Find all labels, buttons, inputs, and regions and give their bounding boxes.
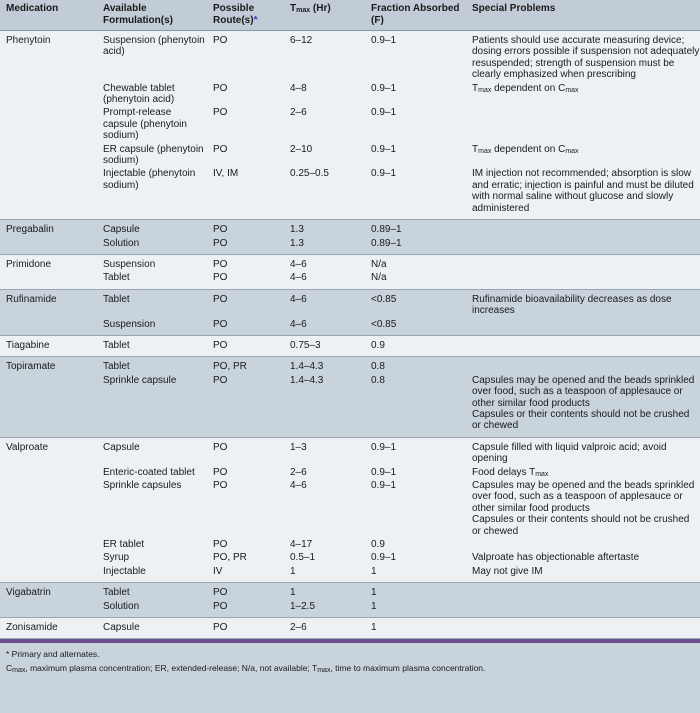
special-problems-cell: Valproate has objectionable aftertaste [466,551,700,564]
drug-group-primidone [0,254,700,289]
table-row [0,618,700,639]
formulation-cell: Syrup [97,551,207,564]
fraction-cell: 1 [365,600,466,618]
tmax-cell: 4–17 [284,538,365,551]
medication-cell [0,479,97,538]
table-row [0,357,700,374]
tmax-cell: 4–6 [284,254,365,271]
route-cell: PO [207,143,284,168]
special-problems-cell: IM injection not recommended; absorption is slow and erratic; injection is painful and must be diluted with normal saline without glucose and slowly administered [466,167,700,219]
table-row [0,31,700,82]
formulation-cell: Solution [97,237,207,255]
route-cell: PO [207,437,284,465]
header-tmax [284,0,365,31]
medication-cell [0,538,97,551]
medication-cell: Rufinamide [0,289,97,317]
medication-cell [0,565,97,583]
route-cell: PO [207,600,284,618]
medication-cell [0,237,97,255]
tmax-cell: 1–2.5 [284,600,365,618]
fraction-cell: 0.9–1 [365,479,466,538]
formulation-cell: Tablet [97,357,207,374]
special-problems-cell [466,618,700,639]
fraction-cell: 0.9–1 [365,437,466,465]
special-problems-cell: Capsules may be opened and the beads sprinkled over food, such as a teaspoon of applesauce or other similar food products Capsules or their contents should not be crushed or chewed [466,479,700,538]
table-row [0,82,700,107]
medication-cell [0,318,97,336]
fraction-cell: 1 [365,618,466,639]
route-cell: PO [207,31,284,82]
formulation-cell: ER tablet [97,538,207,551]
formulation-cell: Suspension [97,254,207,271]
medication-cell: Pregabalin [0,220,97,237]
medication-cell: Phenytoin [0,31,97,82]
route-cell: IV, IM [207,167,284,219]
medication-cell: Topiramate [0,357,97,374]
table-row [0,220,700,237]
special-problems-cell [466,106,700,142]
formulation-cell: Injectable [97,565,207,583]
route-cell: PO, PR [207,357,284,374]
tmax-cell: 1.4–4.3 [284,374,365,438]
table-row [0,437,700,465]
tmax-cell: 6–12 [284,31,365,82]
route-cell: PO, PR [207,551,284,564]
fraction-cell: 0.9 [365,538,466,551]
formulation-cell: Suspension (phenytoin acid) [97,31,207,82]
tmax-cell: 0.75–3 [284,335,365,356]
route-cell: PO [207,220,284,237]
table-row [0,254,700,271]
tmax-cell: 1.3 [284,220,365,237]
formulation-cell: Tablet [97,271,207,289]
table-row [0,143,700,168]
header-tmax-t: T [290,3,297,14]
formulation-cell: Sprinkle capsules [97,479,207,538]
special-problems-cell: Patients should use accurate measuring device; dosing errors possible if suspension not adequately resuspended; strength of suspension must be clearly emphasized when prescribing [466,31,700,82]
header-special: Special Problems [466,0,700,31]
formulation-cell: Solution [97,600,207,618]
drug-group-rufinamide [0,289,700,335]
special-problems-cell [466,318,700,336]
header-route [207,0,284,31]
special-problems-cell: $T_{max}$ dependent on $C_{max}$ [466,143,700,168]
special-problems-cell: Rufinamide bioavailability decreases as dose increases [466,289,700,317]
footnote-abbreviations: $C_{max}$, maximum plasma concentration; ER, extended-release; N/a, not available; $T_{max}$, time to maximum plasma concentration. [6,663,486,675]
formulation-cell: Tablet [97,335,207,356]
route-cell: PO [207,106,284,142]
formulation-cell: Tablet [97,583,207,600]
formulation-cell: Chewable tablet (phenytoin acid) [97,82,207,107]
tmax-cell: 1 [284,583,365,600]
special-problems-cell [466,220,700,237]
medication-cell [0,106,97,142]
tmax-cell: 2–10 [284,143,365,168]
medication-cell [0,600,97,618]
tmax-cell: 1.4–4.3 [284,357,365,374]
route-cell: PO [207,374,284,438]
medication-cell: Vigabatrin [0,583,97,600]
table-row [0,374,700,438]
tmax-cell: 1 [284,565,365,583]
special-problems-cell [466,583,700,600]
fraction-cell: 0.9–1 [365,466,466,479]
tmax-cell: 4–8 [284,82,365,107]
table-row [0,565,700,583]
fraction-cell: 0.8 [365,374,466,438]
special-problems-cell [466,600,700,618]
medication-cell [0,374,97,438]
header-fraction: Fraction Absorbed (F) [365,0,466,31]
fraction-cell: N/a [365,254,466,271]
formulation-cell: Sprinkle capsule [97,374,207,438]
footnotes [0,643,700,713]
table-row [0,466,700,479]
header-tmax-sub: max [296,7,311,14]
tmax-cell: 0.25–0.5 [284,167,365,219]
fraction-cell: 0.9–1 [365,143,466,168]
table-row [0,538,700,551]
drug-group-tiagabine [0,335,700,356]
tmax-cell: 4–6 [284,289,365,317]
header-tmax-unit: (Hr) [310,3,331,14]
route-cell: PO [207,318,284,336]
fraction-cell: N/a [365,271,466,289]
table-row [0,479,700,538]
fraction-cell: 0.9–1 [365,551,466,564]
route-cell: PO [207,618,284,639]
fraction-cell: 0.8 [365,357,466,374]
footnote-primary: * Primary and alternates. [6,649,100,660]
table-row [0,551,700,564]
formulation-cell: Injectable (phenytoin sodium) [97,167,207,219]
table-row [0,271,700,289]
special-problems-cell: Capsules may be opened and the beads sprinkled over food, such as a teaspoon of applesauce or other similar food products Capsules or their contents should not be crushed or chewed [466,374,700,438]
fraction-cell: 1 [365,583,466,600]
formulation-cell: Capsule [97,618,207,639]
special-problems-cell: Food delays $T_{max}$ [466,466,700,479]
table-row [0,335,700,356]
fraction-cell: 1 [365,565,466,583]
route-cell: PO [207,289,284,317]
formulation-cell: Suspension [97,318,207,336]
drug-group-valproate [0,437,700,582]
table-row [0,600,700,618]
medication-cell [0,82,97,107]
route-cell: PO [207,335,284,356]
tmax-cell: 2–6 [284,106,365,142]
table-header [0,0,700,31]
table-row [0,583,700,600]
fraction-cell: 0.9–1 [365,31,466,82]
header-medication: Medication [0,0,97,31]
route-cell: PO [207,237,284,255]
header-formulation: Available Formulation(s) [97,0,207,31]
table-row [0,289,700,317]
tmax-cell: 0.5–1 [284,551,365,564]
formulation-cell: ER capsule (phenytoin sodium) [97,143,207,168]
formulation-cell: Prompt-release capsule (phenytoin sodium) [97,106,207,142]
tmax-cell: 1.3 [284,237,365,255]
route-cell: PO [207,583,284,600]
drug-group-zonisamide [0,618,700,639]
route-cell: PO [207,271,284,289]
tmax-cell: 2–6 [284,466,365,479]
drug-group-vigabatrin [0,583,700,618]
medication-cell: Valproate [0,437,97,465]
fraction-cell: 0.9 [365,335,466,356]
route-cell: PO [207,466,284,479]
special-problems-cell [466,357,700,374]
medication-cell: Primidone [0,254,97,271]
fraction-cell: 0.9–1 [365,106,466,142]
table-row [0,106,700,142]
route-cell: IV [207,565,284,583]
medication-cell [0,143,97,168]
route-cell: PO [207,479,284,538]
drug-group-pregabalin [0,220,700,255]
fraction-cell: 0.9–1 [365,167,466,219]
header-route-text: Possible Route(s) [213,3,255,26]
route-cell: PO [207,538,284,551]
table-row [0,167,700,219]
fraction-cell: <0.85 [365,289,466,317]
tmax-cell: 1–3 [284,437,365,465]
special-problems-cell: May not give IM [466,565,700,583]
tmax-cell: 4–6 [284,271,365,289]
special-problems-cell [466,271,700,289]
fraction-cell: 0.9–1 [365,82,466,107]
route-cell: PO [207,82,284,107]
fraction-cell: 0.89–1 [365,220,466,237]
fraction-cell: 0.89–1 [365,237,466,255]
formulation-cell: Enteric-coated tablet [97,466,207,479]
special-problems-cell: Capsule filled with liquid valproic acid; avoid opening [466,437,700,465]
formulation-cell: Capsule [97,437,207,465]
medication-cell: Tiagabine [0,335,97,356]
table-row [0,318,700,336]
medication-cell: Zonisamide [0,618,97,639]
drug-group-phenytoin [0,31,700,220]
formulation-cell: Capsule [97,220,207,237]
medication-cell [0,271,97,289]
special-problems-cell [466,538,700,551]
drug-group-topiramate [0,357,700,437]
special-problems-cell [466,237,700,255]
special-problems-cell [466,335,700,356]
tmax-cell: 4–6 [284,479,365,538]
special-problems-cell [466,254,700,271]
tmax-cell: 4–6 [284,318,365,336]
formulation-cell: Tablet [97,289,207,317]
tmax-cell: 2–6 [284,618,365,639]
fraction-cell: <0.85 [365,318,466,336]
footnote-marker: * [253,15,258,26]
medication-cell [0,167,97,219]
medication-cell [0,551,97,564]
medication-cell [0,466,97,479]
route-cell: PO [207,254,284,271]
special-problems-cell: $T_{max}$ dependent on $C_{max}$ [466,82,700,107]
table-row [0,237,700,255]
